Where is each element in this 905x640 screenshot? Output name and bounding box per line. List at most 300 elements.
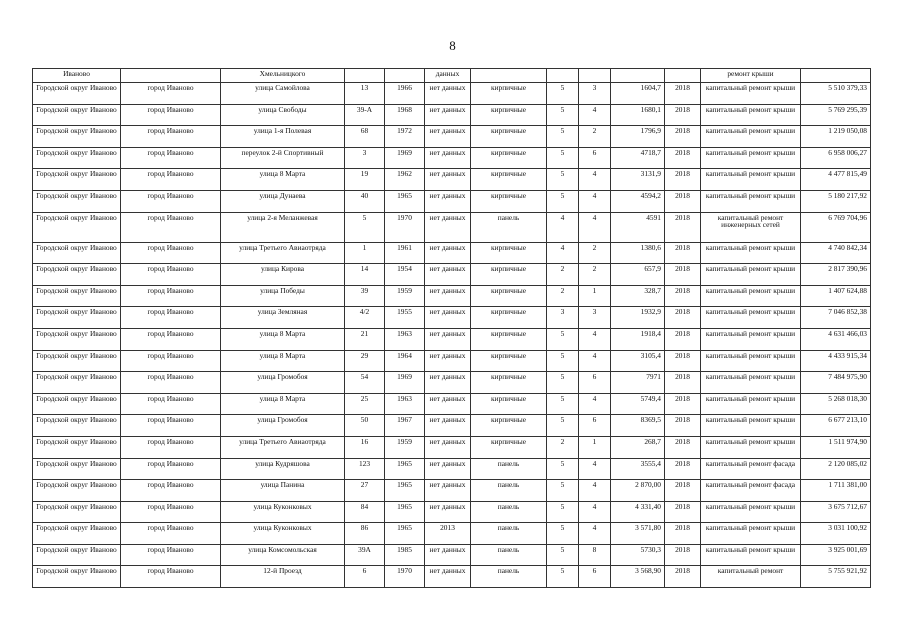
cell-street: улица Свободы: [221, 104, 345, 126]
cell-entrances: 8: [579, 544, 611, 566]
cell-year: 1965: [385, 501, 425, 523]
cell-work: капитальный ремонт фасада: [701, 480, 801, 502]
cell-plan-year: 2018: [665, 242, 701, 264]
cell-cost: 5 769 295,39: [801, 104, 871, 126]
cell-street: улица 8 Марта: [221, 350, 345, 372]
cell-okrug: Городской округ Иваново: [33, 169, 121, 191]
cell-street: улица Самойлова: [221, 83, 345, 105]
cell-area: 8369,5: [611, 415, 665, 437]
cell-year: 1965: [385, 458, 425, 480]
cell-street: улица Дунаева: [221, 190, 345, 212]
cell-house: 40: [345, 190, 385, 212]
cell-year: 1969: [385, 147, 425, 169]
cell-okrug: Городской округ Иваново: [33, 212, 121, 242]
cell-cost: 4 433 915,34: [801, 350, 871, 372]
cell-walls: [471, 69, 547, 83]
cell-walls: кирпичные: [471, 393, 547, 415]
cell-year-repair: нет данных: [425, 169, 471, 191]
cell-okrug: Городской округ Иваново: [33, 436, 121, 458]
cell-street: 12-й Проезд: [221, 566, 345, 588]
cell-year: 1954: [385, 264, 425, 286]
cell-area: 5730,3: [611, 544, 665, 566]
cell-plan-year: 2018: [665, 212, 701, 242]
cell-year-repair: данных: [425, 69, 471, 83]
table-row: [33, 523, 871, 545]
cell-entrances: 2: [579, 264, 611, 286]
table-row-continued: [33, 69, 871, 83]
cell-year: 1955: [385, 307, 425, 329]
cell-house: 5: [345, 212, 385, 242]
cell-year: 1962: [385, 169, 425, 191]
cell-plan-year: 2018: [665, 393, 701, 415]
table-row: [33, 285, 871, 307]
cell-town: город Иваново: [121, 501, 221, 523]
cell-house: 1: [345, 242, 385, 264]
cell-plan-year: 2018: [665, 169, 701, 191]
cell-walls: панель: [471, 501, 547, 523]
cell-floors: 3: [547, 307, 579, 329]
cell-floors: 5: [547, 415, 579, 437]
cell-walls: кирпичные: [471, 126, 547, 148]
table-row: [33, 393, 871, 415]
cell-area: 4 331,40: [611, 501, 665, 523]
cell-town: город Иваново: [121, 458, 221, 480]
cell-okrug: Городской округ Иваново: [33, 523, 121, 545]
cell-floors: 5: [547, 169, 579, 191]
cell-okrug: Городской округ Иваново: [33, 307, 121, 329]
cell-okrug: Городской округ Иваново: [33, 190, 121, 212]
cell-area: 4718,7: [611, 147, 665, 169]
cell-entrances: 3: [579, 307, 611, 329]
cell-cost: 6 958 006,27: [801, 147, 871, 169]
cell-year: 1965: [385, 480, 425, 502]
cell-walls: кирпичные: [471, 83, 547, 105]
cell-okrug: Иваново: [33, 69, 121, 83]
cell-okrug: Городской округ Иваново: [33, 544, 121, 566]
cell-house: 4/2: [345, 307, 385, 329]
cell-floors: 5: [547, 328, 579, 350]
cell-walls: панель: [471, 458, 547, 480]
cell-cost: 6 769 704,96: [801, 212, 871, 242]
cell-work: ремонт крыши: [701, 69, 801, 83]
cell-work: капитальный ремонт крыши: [701, 83, 801, 105]
cell-cost: [801, 69, 871, 83]
cell-area: 4594,2: [611, 190, 665, 212]
table-row: [33, 307, 871, 329]
cell-house: 68: [345, 126, 385, 148]
cell-town: [121, 69, 221, 83]
cell-town: город Иваново: [121, 307, 221, 329]
cell-year-repair: нет данных: [425, 104, 471, 126]
cell-floors: 5: [547, 501, 579, 523]
cell-house: 39А: [345, 544, 385, 566]
cell-area: 657,9: [611, 264, 665, 286]
cell-work: капитальный ремонт крыши: [701, 328, 801, 350]
cell-entrances: 2: [579, 242, 611, 264]
cell-plan-year: 2018: [665, 480, 701, 502]
table-row: [33, 372, 871, 394]
cell-year: 1959: [385, 436, 425, 458]
cell-floors: 5: [547, 126, 579, 148]
cell-year-repair: нет данных: [425, 147, 471, 169]
cell-plan-year: 2018: [665, 147, 701, 169]
cell-year-repair: нет данных: [425, 350, 471, 372]
cell-okrug: Городской округ Иваново: [33, 83, 121, 105]
cell-entrances: 6: [579, 415, 611, 437]
cell-floors: 4: [547, 212, 579, 242]
cell-walls: кирпичные: [471, 307, 547, 329]
cell-area: 1380,6: [611, 242, 665, 264]
cell-year-repair: нет данных: [425, 436, 471, 458]
table-row: [33, 83, 871, 105]
cell-year: 1963: [385, 328, 425, 350]
cell-street: улица Победы: [221, 285, 345, 307]
cell-floors: 2: [547, 436, 579, 458]
cell-work: капитальный ремонт фасада: [701, 458, 801, 480]
table-row: [33, 242, 871, 264]
cell-floors: 5: [547, 544, 579, 566]
cell-street: переулок 2-й Спортивный: [221, 147, 345, 169]
cell-year: 1970: [385, 566, 425, 588]
cell-year: [385, 69, 425, 83]
cell-floors: 2: [547, 285, 579, 307]
table-row: [33, 190, 871, 212]
cell-floors: 5: [547, 372, 579, 394]
cell-plan-year: 2018: [665, 501, 701, 523]
cell-house: 86: [345, 523, 385, 545]
cell-year-repair: нет данных: [425, 458, 471, 480]
cell-entrances: 2: [579, 126, 611, 148]
cell-plan-year: 2018: [665, 83, 701, 105]
cell-floors: 5: [547, 566, 579, 588]
cell-house: 3: [345, 147, 385, 169]
cell-floors: 5: [547, 393, 579, 415]
cell-floors: [547, 69, 579, 83]
cell-cost: 6 677 213,10: [801, 415, 871, 437]
table-row: [33, 104, 871, 126]
cell-house: 16: [345, 436, 385, 458]
cell-okrug: Городской округ Иваново: [33, 264, 121, 286]
cell-town: город Иваново: [121, 566, 221, 588]
cell-area: 1604,7: [611, 83, 665, 105]
cell-walls: кирпичные: [471, 436, 547, 458]
cell-work: капитальный ремонт крыши: [701, 523, 801, 545]
cell-area: 1918,4: [611, 328, 665, 350]
cell-year: 1985: [385, 544, 425, 566]
cell-work: капитальный ремонт инженерных сетей: [701, 212, 801, 242]
cell-year-repair: 2013: [425, 523, 471, 545]
cell-okrug: Городской округ Иваново: [33, 147, 121, 169]
cell-area: 3555,4: [611, 458, 665, 480]
cell-floors: 5: [547, 523, 579, 545]
cell-house: 25: [345, 393, 385, 415]
cell-entrances: 4: [579, 104, 611, 126]
cell-area: 3 568,90: [611, 566, 665, 588]
cell-town: город Иваново: [121, 523, 221, 545]
cell-okrug: Городской округ Иваново: [33, 501, 121, 523]
cell-entrances: 4: [579, 169, 611, 191]
cell-house: 29: [345, 350, 385, 372]
cell-area: 268,7: [611, 436, 665, 458]
table-row: [33, 415, 871, 437]
cell-work: капитальный ремонт крыши: [701, 104, 801, 126]
cell-cost: 5 510 379,33: [801, 83, 871, 105]
cell-walls: панель: [471, 212, 547, 242]
cell-entrances: 4: [579, 458, 611, 480]
cell-street: улица Куконковых: [221, 501, 345, 523]
table-row: [33, 501, 871, 523]
repair-register-table: [32, 68, 871, 588]
cell-plan-year: 2018: [665, 126, 701, 148]
cell-work: капитальный ремонт крыши: [701, 393, 801, 415]
cell-area: 7971: [611, 372, 665, 394]
cell-plan-year: 2018: [665, 104, 701, 126]
cell-house: 39-А: [345, 104, 385, 126]
cell-entrances: 4: [579, 480, 611, 502]
cell-street: улица Кудряшова: [221, 458, 345, 480]
cell-street: улица Куконковых: [221, 523, 345, 545]
cell-cost: 3 925 001,69: [801, 544, 871, 566]
cell-town: город Иваново: [121, 480, 221, 502]
cell-entrances: 4: [579, 212, 611, 242]
cell-street: улица 1-я Полевая: [221, 126, 345, 148]
cell-entrances: 1: [579, 285, 611, 307]
cell-walls: панель: [471, 523, 547, 545]
cell-house: 19: [345, 169, 385, 191]
table-row: [33, 350, 871, 372]
cell-walls: кирпичные: [471, 264, 547, 286]
cell-floors: 2: [547, 264, 579, 286]
cell-town: город Иваново: [121, 83, 221, 105]
cell-okrug: Городской округ Иваново: [33, 566, 121, 588]
cell-cost: 5 755 921,92: [801, 566, 871, 588]
cell-house: 123: [345, 458, 385, 480]
cell-street: улица Панина: [221, 480, 345, 502]
cell-year: 1972: [385, 126, 425, 148]
cell-okrug: Городской округ Иваново: [33, 350, 121, 372]
cell-okrug: Городской округ Иваново: [33, 458, 121, 480]
cell-work: капитальный ремонт крыши: [701, 415, 801, 437]
cell-walls: кирпичные: [471, 285, 547, 307]
cell-street: улица Земляная: [221, 307, 345, 329]
cell-entrances: 4: [579, 523, 611, 545]
cell-year-repair: нет данных: [425, 307, 471, 329]
cell-year: 1966: [385, 83, 425, 105]
table-row: [33, 126, 871, 148]
cell-year-repair: нет данных: [425, 501, 471, 523]
cell-okrug: Городской округ Иваново: [33, 415, 121, 437]
cell-year-repair: нет данных: [425, 190, 471, 212]
cell-walls: кирпичные: [471, 350, 547, 372]
cell-house: 6: [345, 566, 385, 588]
cell-street: улица Третьего Авиаотряда: [221, 436, 345, 458]
cell-plan-year: 2018: [665, 190, 701, 212]
cell-town: город Иваново: [121, 104, 221, 126]
cell-street: Хмельницкого: [221, 69, 345, 83]
cell-work: капитальный ремонт крыши: [701, 126, 801, 148]
cell-walls: кирпичные: [471, 372, 547, 394]
cell-year: 1964: [385, 350, 425, 372]
cell-street: улица 8 Марта: [221, 328, 345, 350]
cell-year-repair: нет данных: [425, 372, 471, 394]
cell-year: 1961: [385, 242, 425, 264]
table-row: [33, 147, 871, 169]
cell-year-repair: нет данных: [425, 242, 471, 264]
cell-house: 14: [345, 264, 385, 286]
cell-cost: 2 817 390,96: [801, 264, 871, 286]
cell-plan-year: 2018: [665, 436, 701, 458]
cell-entrances: 4: [579, 350, 611, 372]
cell-walls: кирпичные: [471, 328, 547, 350]
cell-year-repair: нет данных: [425, 126, 471, 148]
cell-okrug: Городской округ Иваново: [33, 104, 121, 126]
cell-area: 3 571,80: [611, 523, 665, 545]
cell-year-repair: нет данных: [425, 285, 471, 307]
cell-work: капитальный ремонт крыши: [701, 350, 801, 372]
cell-cost: 7 046 852,38: [801, 307, 871, 329]
cell-cost: 4 631 466,03: [801, 328, 871, 350]
cell-entrances: 6: [579, 147, 611, 169]
cell-plan-year: 2018: [665, 566, 701, 588]
cell-work: капитальный ремонт крыши: [701, 147, 801, 169]
cell-area: 1680,1: [611, 104, 665, 126]
cell-cost: 2 120 085,02: [801, 458, 871, 480]
cell-cost: 1 711 381,00: [801, 480, 871, 502]
cell-year: 1967: [385, 415, 425, 437]
cell-town: город Иваново: [121, 169, 221, 191]
table-body: [33, 69, 871, 588]
cell-year-repair: нет данных: [425, 328, 471, 350]
cell-entrances: 6: [579, 372, 611, 394]
cell-floors: 5: [547, 480, 579, 502]
table-row: [33, 480, 871, 502]
cell-cost: 3 031 100,92: [801, 523, 871, 545]
cell-house: 21: [345, 328, 385, 350]
cell-walls: кирпичные: [471, 415, 547, 437]
cell-area: [611, 69, 665, 83]
cell-town: город Иваново: [121, 436, 221, 458]
cell-walls: кирпичные: [471, 190, 547, 212]
cell-work: капитальный ремонт крыши: [701, 264, 801, 286]
cell-cost: 1 407 624,88: [801, 285, 871, 307]
cell-floors: 4: [547, 242, 579, 264]
cell-cost: 7 484 975,90: [801, 372, 871, 394]
cell-entrances: 1: [579, 436, 611, 458]
cell-okrug: Городской округ Иваново: [33, 285, 121, 307]
cell-work: капитальный ремонт крыши: [701, 285, 801, 307]
cell-floors: 5: [547, 190, 579, 212]
cell-cost: 5 268 018,30: [801, 393, 871, 415]
cell-house: 13: [345, 83, 385, 105]
table-row: [33, 169, 871, 191]
cell-town: город Иваново: [121, 328, 221, 350]
table-row: [33, 436, 871, 458]
cell-plan-year: 2018: [665, 350, 701, 372]
cell-area: 1932,9: [611, 307, 665, 329]
cell-area: 1796,9: [611, 126, 665, 148]
cell-year: 1968: [385, 104, 425, 126]
cell-floors: 5: [547, 147, 579, 169]
cell-year: 1963: [385, 393, 425, 415]
cell-okrug: Городской округ Иваново: [33, 242, 121, 264]
cell-area: 3131,9: [611, 169, 665, 191]
cell-walls: панель: [471, 566, 547, 588]
cell-house: 50: [345, 415, 385, 437]
cell-area: 3105,4: [611, 350, 665, 372]
cell-floors: 5: [547, 104, 579, 126]
cell-street: улица Кирова: [221, 264, 345, 286]
cell-work: капитальный ремонт: [701, 566, 801, 588]
table-row: [33, 566, 871, 588]
cell-entrances: 6: [579, 566, 611, 588]
cell-plan-year: 2018: [665, 307, 701, 329]
cell-town: город Иваново: [121, 264, 221, 286]
cell-cost: 5 180 217,92: [801, 190, 871, 212]
cell-year-repair: нет данных: [425, 212, 471, 242]
cell-cost: 4 477 815,49: [801, 169, 871, 191]
cell-year-repair: нет данных: [425, 415, 471, 437]
cell-year: 1970: [385, 212, 425, 242]
cell-year-repair: нет данных: [425, 566, 471, 588]
cell-house: 27: [345, 480, 385, 502]
cell-okrug: Городской округ Иваново: [33, 480, 121, 502]
cell-entrances: 4: [579, 501, 611, 523]
table-row: [33, 458, 871, 480]
cell-town: город Иваново: [121, 212, 221, 242]
cell-work: капитальный ремонт крыши: [701, 372, 801, 394]
cell-area: 328,7: [611, 285, 665, 307]
cell-street: улица Громобоя: [221, 415, 345, 437]
cell-year: 1965: [385, 523, 425, 545]
cell-street: улица Громобоя: [221, 372, 345, 394]
cell-year-repair: нет данных: [425, 393, 471, 415]
cell-work: капитальный ремонт крыши: [701, 242, 801, 264]
cell-year: 1959: [385, 285, 425, 307]
cell-entrances: 4: [579, 328, 611, 350]
cell-street: улица 8 Марта: [221, 169, 345, 191]
cell-work: капитальный ремонт крыши: [701, 544, 801, 566]
cell-entrances: 3: [579, 83, 611, 105]
cell-street: улица Комсомольская: [221, 544, 345, 566]
table-row: [33, 212, 871, 242]
cell-cost: 3 675 712,67: [801, 501, 871, 523]
cell-area: 4591: [611, 212, 665, 242]
cell-town: город Иваново: [121, 285, 221, 307]
cell-town: город Иваново: [121, 242, 221, 264]
cell-floors: 5: [547, 350, 579, 372]
cell-cost: 1 511 974,90: [801, 436, 871, 458]
cell-work: капитальный ремонт крыши: [701, 501, 801, 523]
cell-work: капитальный ремонт крыши: [701, 307, 801, 329]
cell-plan-year: 2018: [665, 458, 701, 480]
cell-town: город Иваново: [121, 350, 221, 372]
cell-house: [345, 69, 385, 83]
cell-town: город Иваново: [121, 393, 221, 415]
cell-floors: 5: [547, 83, 579, 105]
cell-plan-year: 2018: [665, 264, 701, 286]
cell-walls: кирпичные: [471, 147, 547, 169]
cell-work: капитальный ремонт крыши: [701, 169, 801, 191]
cell-town: город Иваново: [121, 126, 221, 148]
cell-plan-year: 2018: [665, 523, 701, 545]
cell-plan-year: 2018: [665, 328, 701, 350]
cell-street: улица 8 Марта: [221, 393, 345, 415]
cell-plan-year: [665, 69, 701, 83]
cell-year-repair: нет данных: [425, 264, 471, 286]
page-number: 8: [449, 38, 456, 53]
cell-okrug: Городской округ Иваново: [33, 393, 121, 415]
cell-work: капитальный ремонт крыши: [701, 190, 801, 212]
